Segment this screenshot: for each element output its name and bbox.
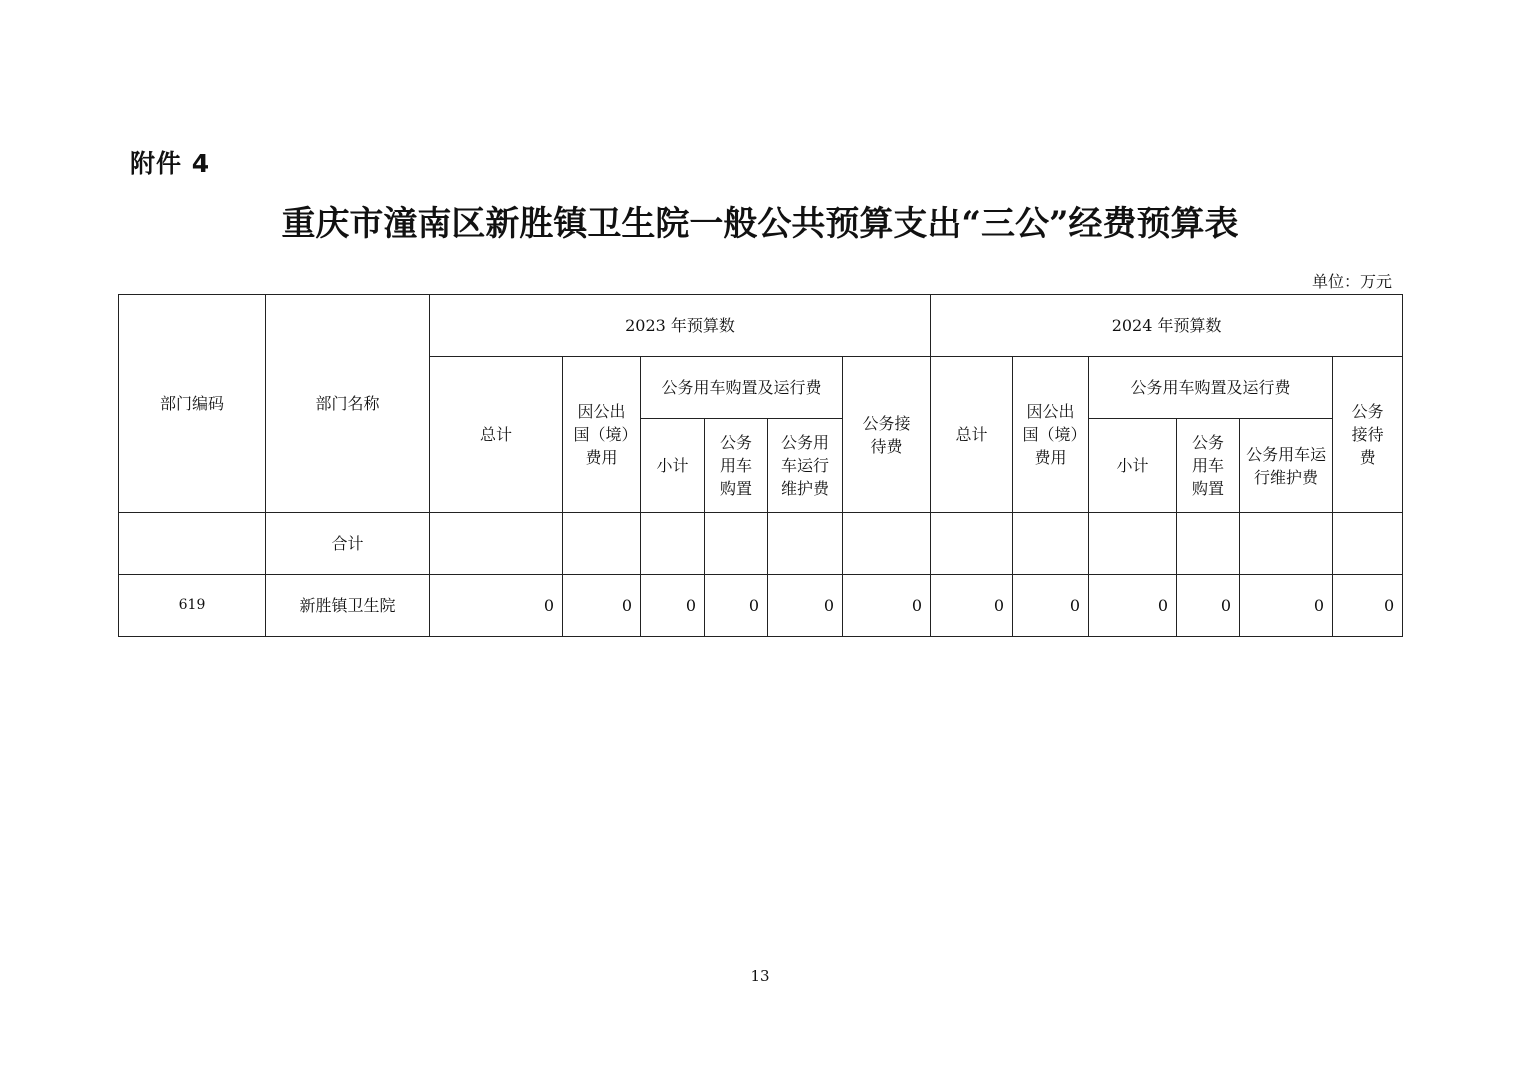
summary-cell xyxy=(563,513,641,575)
vehicle-maint-2024-cell: 0 xyxy=(1240,575,1333,637)
header-year-2024: 2024 年预算数 xyxy=(931,295,1403,357)
summary-cell xyxy=(1089,513,1177,575)
summary-code-cell xyxy=(119,513,266,575)
header-subtotal-2024: 小计 xyxy=(1089,419,1177,513)
summary-cell xyxy=(430,513,563,575)
summary-cell xyxy=(1013,513,1089,575)
total-2024-cell: 0 xyxy=(931,575,1013,637)
overseas-2024-cell: 0 xyxy=(1013,575,1089,637)
header-year-2023: 2023 年预算数 xyxy=(430,295,931,357)
summary-row xyxy=(119,513,1403,575)
header-total-2023: 总计 xyxy=(430,357,563,513)
summary-cell xyxy=(843,513,931,575)
dept-name-cell: 新胜镇卫生院 xyxy=(266,575,430,637)
dept-code-cell: 619 xyxy=(119,575,266,637)
subtotal-2023-cell: 0 xyxy=(641,575,705,637)
header-vehicle-maint-2023: 公务用车运行维护费 xyxy=(768,419,843,513)
total-2023-cell: 0 xyxy=(430,575,563,637)
header-total-2024: 总计 xyxy=(931,357,1013,513)
header-vehicle-group-2023: 公务用车购置及运行费 xyxy=(641,357,843,419)
header-subtotal-2023: 小计 xyxy=(641,419,705,513)
header-row-years xyxy=(119,295,1403,357)
header-overseas-2023: 因公出国（境）费用 xyxy=(563,357,641,513)
overseas-2023-cell: 0 xyxy=(563,575,641,637)
header-vehicle-purchase-2023: 公务用车购置 xyxy=(705,419,768,513)
header-reception-2023: 公务接待费 xyxy=(843,357,931,513)
table-row xyxy=(119,575,1403,637)
summary-cell xyxy=(1240,513,1333,575)
budget-table xyxy=(118,294,1403,637)
header-dept-code: 部门编码 xyxy=(119,295,266,513)
page-title: 重庆市潼南区新胜镇卫生院一般公共预算支出“三公”经费预算表 xyxy=(281,204,1239,244)
summary-cell xyxy=(705,513,768,575)
summary-cell xyxy=(641,513,705,575)
vehicle-purchase-2024-cell: 0 xyxy=(1177,575,1240,637)
header-vehicle-group-2024: 公务用车购置及运行费 xyxy=(1089,357,1333,419)
header-overseas-2024: 因公出国（境）费用 xyxy=(1013,357,1089,513)
reception-2024-cell: 0 xyxy=(1333,575,1403,637)
subtotal-2024-cell: 0 xyxy=(1089,575,1177,637)
header-vehicle-maint-2024: 公务用车运行维护费 xyxy=(1240,419,1333,513)
summary-cell xyxy=(1177,513,1240,575)
summary-cell xyxy=(931,513,1013,575)
summary-label: 合计 xyxy=(266,513,430,575)
header-reception-2024: 公务接待费 xyxy=(1333,357,1403,513)
page-number: 13 xyxy=(750,967,770,985)
vehicle-maint-2023-cell: 0 xyxy=(768,575,843,637)
summary-cell xyxy=(768,513,843,575)
reception-2023-cell: 0 xyxy=(843,575,931,637)
header-vehicle-purchase-2024: 公务用车购置 xyxy=(1177,419,1240,513)
vehicle-purchase-2023-cell: 0 xyxy=(705,575,768,637)
summary-cell xyxy=(1333,513,1403,575)
header-dept-name: 部门名称 xyxy=(266,295,430,513)
unit-label: 单位：万元 xyxy=(1311,272,1392,291)
attachment-label: 附件 4 xyxy=(130,149,211,178)
